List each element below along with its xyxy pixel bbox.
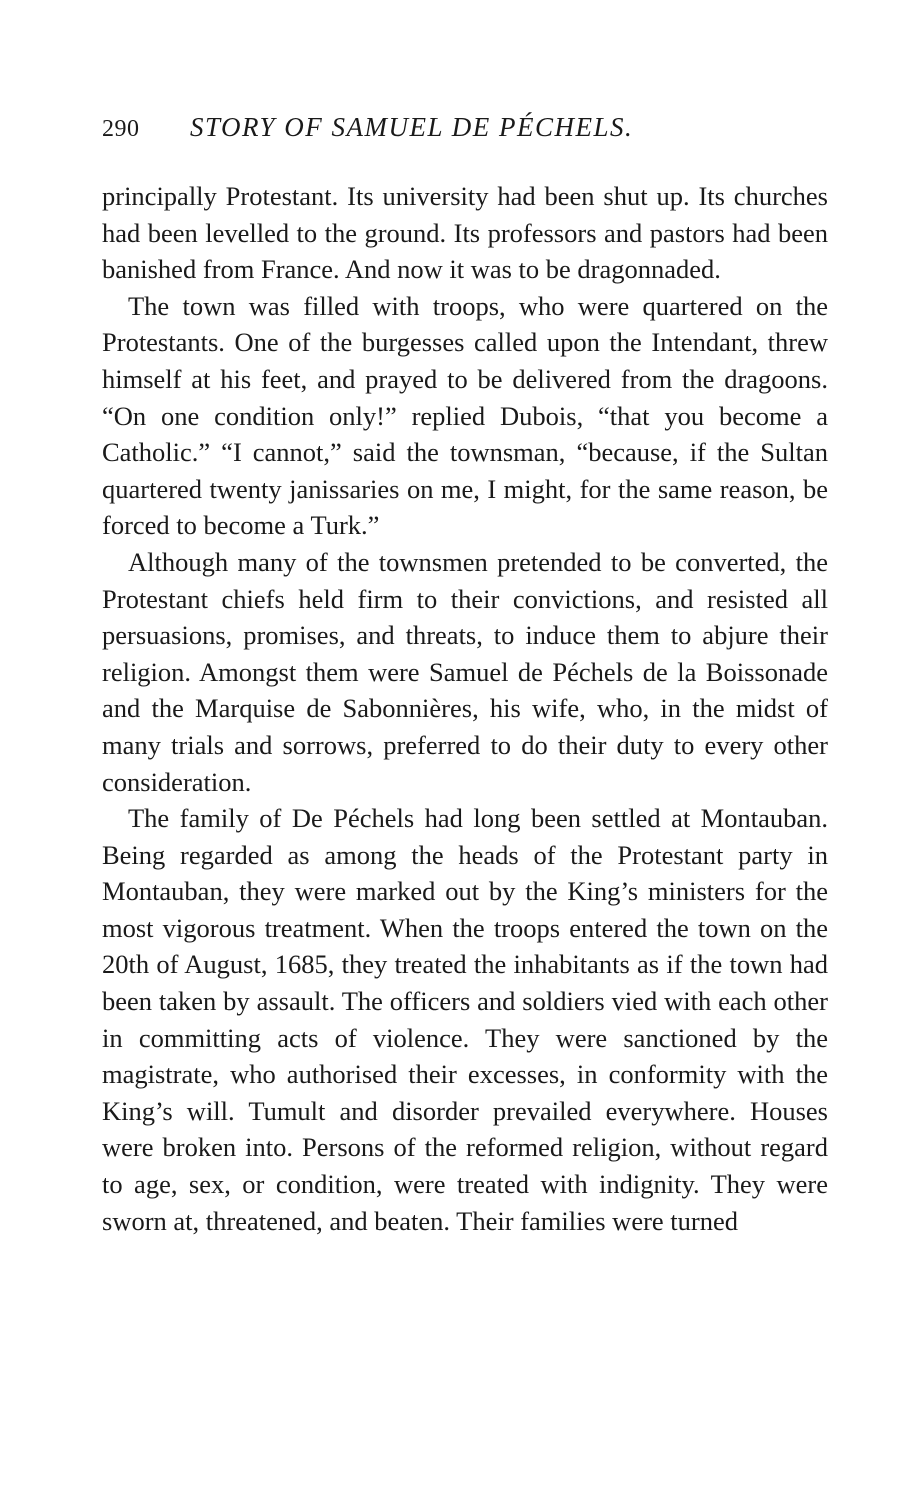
page-number: 290 (102, 116, 140, 142)
running-title: STORY OF SAMUEL DE PÉCHELS. (190, 112, 634, 142)
paragraph-protestant-chiefs: Although many of the townsmen pretended to be converted, the Protestant chiefs held firm to their convictions, and resisted all persuasions, promises, and threats, to induce them to abjure their religion. Amongst them were Samuel de Péchels de la Boissonade and the Marquise de Sabonnières, his wife, who, in the midst of many trials and sorrows, preferred to do their duty to every other consideration. (102, 546, 828, 797)
paragraph-dragoons: The town was filled with troops, who were quartered on the Protestants. One of the burgesses called upon the Intendant, threw himself at his feet, and prayed to be delivered from the dragoons. “On one condition only!” replied Dubois, “that you become a Catholic.” “I cannot,” said the townsman, “because, if the Sultan quartered twenty janissaries on me, I might, for the same reason, be forced to become a Turk.” (102, 290, 828, 541)
body-text (102, 178, 828, 1239)
book-page (102, 112, 828, 1239)
paragraph-continued: principally Protestant. Its university had been shut up. Its churches had been levelled to the ground. Its professors and pastors had been banished from France. And now it was to be dragonnaded. (102, 181, 828, 285)
running-head (102, 112, 828, 152)
paragraph-de-pechels-family: The family of De Péchels had long been settled at Montauban. Being regarded as among the heads of the Protestant party in Montauban, they were marked out by the King’s ministers for the most vigorous treatment. When the troops entered the town on the 20th of August, 1685, they treated the inhabitants as if the town had been taken by assault. The officers and soldiers vied with each other in committing acts of violence. They were sanctioned by the magistrate, who authorised their excesses, in conformity with the King’s will. Tumult and disorder prevailed everywhere. Houses were broken into. Persons of the reformed religion, without regard to age, sex, or condition, were treated with indignity. They were sworn at, threatened, and beaten. Their families were turned (102, 803, 828, 1236)
